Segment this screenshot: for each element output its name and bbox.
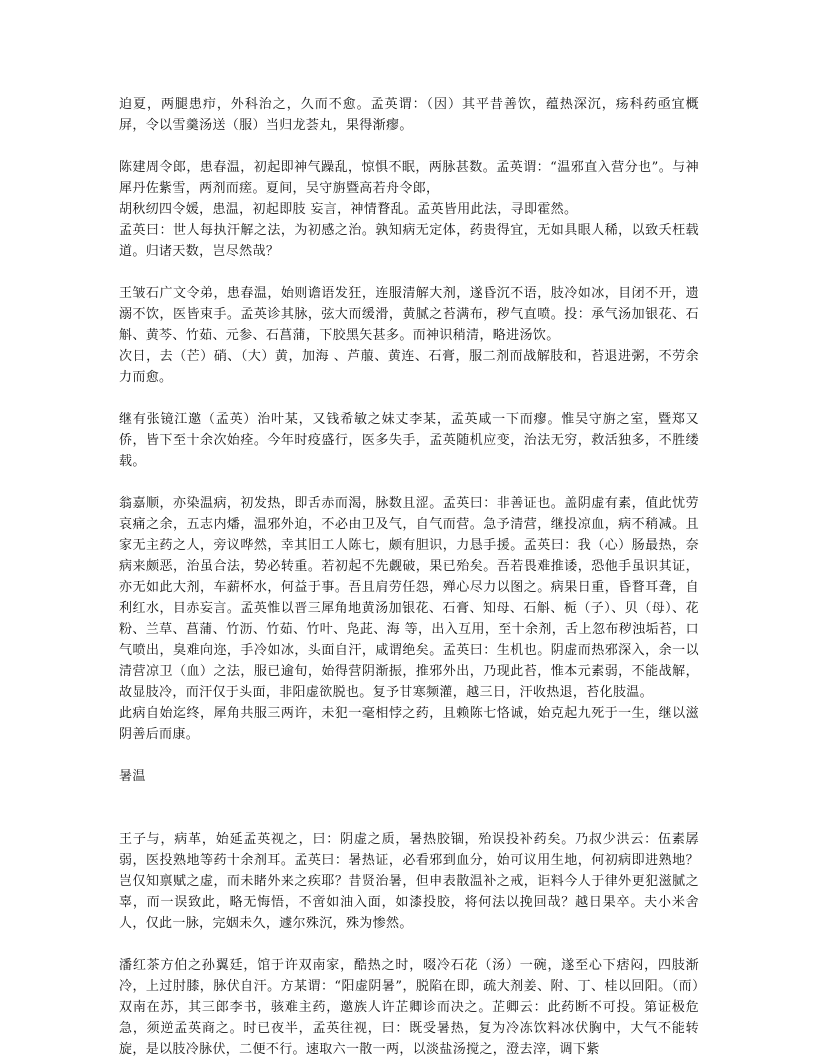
paragraph-10: 王子与，病革，始延孟英视之，曰：阴虚之质，暑热胶锢，殆误投补药矣。乃叔少洪云：伍素孱弱，医投熟地等药十余剂耳。孟英曰：暑热证，必看邪到血分，始可议用生地，何初病即进熟地？岂仅知禀赋之虚，而未睹外来之疾耶？昔贤治暑，但申表散温补之戒，讵料今人于律外更犯滋腻之辜，而一误致此，略无悔悟，不啻如油入面，如漆投胶，将何法以挽回哉？越日果卒。夫小米舍人，仅此一脉，完姻未久，遽尔殊沉，殊为惨然。: [119, 832, 699, 931]
paragraph-5: 王皱石广文令弟，患春温，始则谵语发狂，连服清解大剂，遂昏沉不语，肢冷如冰，目闭不开，遗溺不饮，医皆束手。孟英诊其脉，弦大而缓滑，黄腻之苔满布，秽气直喷。投：承气汤加银花、石斛、黄芩、竹茹、元参、石菖蒲，下胶黑矢甚多。而神识稍清，略进汤饮。: [119, 286, 699, 343]
document-page: [119, 94, 699, 1060]
paragraph-9: 此病自始迄终，犀角共服三两许，未犯一毫相悖之药，且赖陈七恪诚，始克起九死于一生，继以滋阴善后而康。: [119, 706, 699, 742]
paragraph-gap: [119, 787, 699, 829]
paragraph-7: 继有张镜江邀（孟英）治叶某，又钱希敏之妹丈李某，孟英咸一下而瘳。惟吴守旃之室，暨郑又侨，皆下至十余次始痊。今年时疫盛行，医多失手，孟英随机应变，治法无穷，救活独多，不胜缕载。: [119, 412, 699, 469]
paragraph-gap: [119, 934, 699, 955]
paragraph-8: 翁嘉顺，亦染温病，初发热，即舌赤而渴，脉数且涩。孟英曰：非善证也。盖阴虚有素，值此忧劳哀痛之余，五志内燔，温邪外迫，不必由卫及气，自气而营。急予清营，继投凉血，病不稍减。且家无主药之人，旁议哗然，幸其旧工人陈七，颇有胆识，力恳手援。孟英曰：我（心）肠最热，奈病来颇恶，治虽合法，势必转重。若初起不先觑破，果已殆矣。吾若畏难推诿，恐他手虽识其证，亦无如此大剂，车薪杯水，何益于事。吾且肩劳任怨，殚心尽力以图之。病果日重，昏瞀耳聋，自利红水，目赤妄言。孟英惟以晋三犀角地黄汤加银花、石膏、知母、石斛、栀（子）、贝（母）、花粉、兰草、菖蒲、竹沥、竹茹、竹叶、凫茈、海 等，出入互用，至十余剂，舌上忽布秽浊垢苔，口气喷出，臭难向迩，手冷如冰，头面自汗，咸谓绝矣。孟英曰：生机也。阴虚而热邪深入，余一以清营凉卫（血）之法，服已逾旬，始得营阴渐振，推邪外出，乃现此苔，惟本元素弱，不能战解，故显肢冷，而汗仅于头面，非阳虚欲脱也。复予甘寒频灌，越三日，汗收热退，苔化肢温。: [119, 496, 699, 700]
paragraph-3: 胡秋纫四令媛，患温，初起即肢 妄言，神情瞀乱。孟英皆用此法，寻即霍然。: [119, 202, 578, 217]
paragraph-gap: [119, 136, 699, 157]
paragraph-gap: [119, 388, 699, 409]
paragraph-gap: [119, 472, 699, 493]
paragraph-1: 迫夏，两腿患疖，外科治之，久而不愈。孟英谓：（因）其平昔善饮，蕴热深沉，疡科药亟宜概屏，令以雪羹汤送（服）当归龙荟丸，果得渐瘳。: [119, 97, 699, 133]
paragraph-gap: [119, 262, 699, 283]
paragraph-gap: [119, 745, 699, 766]
paragraph-2: 陈建周令郎，患春温，初起即神气躁乱，惊惧不眠，两脉甚数。孟英谓：“温邪直入营分也”。与神犀丹佐紫雪，两剂而瘥。夏间，吴守旃暨高若舟令郎，: [119, 160, 699, 196]
paragraph-11: 潘红茶方伯之孙翼廷，馆于许双南家，酷热之时，啜冷石花（汤）一碗，遂至心下痞闷，四肢渐冷，上过肘膝，脉伏自汗。方某谓：“阳虚阴暑”，脱陷在即，疏大剂姜、附、丁、桂以回阳。（而）双南在苏，其三郎李书，骇难主药，邀族人许芷卿诊而决之。芷卿云：此药断不可投。第证极危急，须逆孟英商之。时已夜半，孟英往视，曰：既受暑热，复为冷冻饮料冰伏胸中，大气不能转旋，是以肢冷脉伏，二便不行。速取六一散一两，以淡盐汤搅之，澄去滓，调下紫: [119, 958, 699, 1057]
paragraph-6: 次日，去（芒）硝、（大）黄，加海 、芦菔、黄连、石膏，服二剂而战解肢和，苔退进粥，不劳余力而愈。: [119, 349, 699, 385]
section-heading-shuwen: 暑温: [119, 769, 146, 784]
paragraph-4: 孟英曰：世人每执汗解之法，为初感之治。孰知病无定体，药贵得宜，无如具眼人稀，以致夭枉载道。归诸天数，岂尽然哉？: [119, 223, 699, 259]
